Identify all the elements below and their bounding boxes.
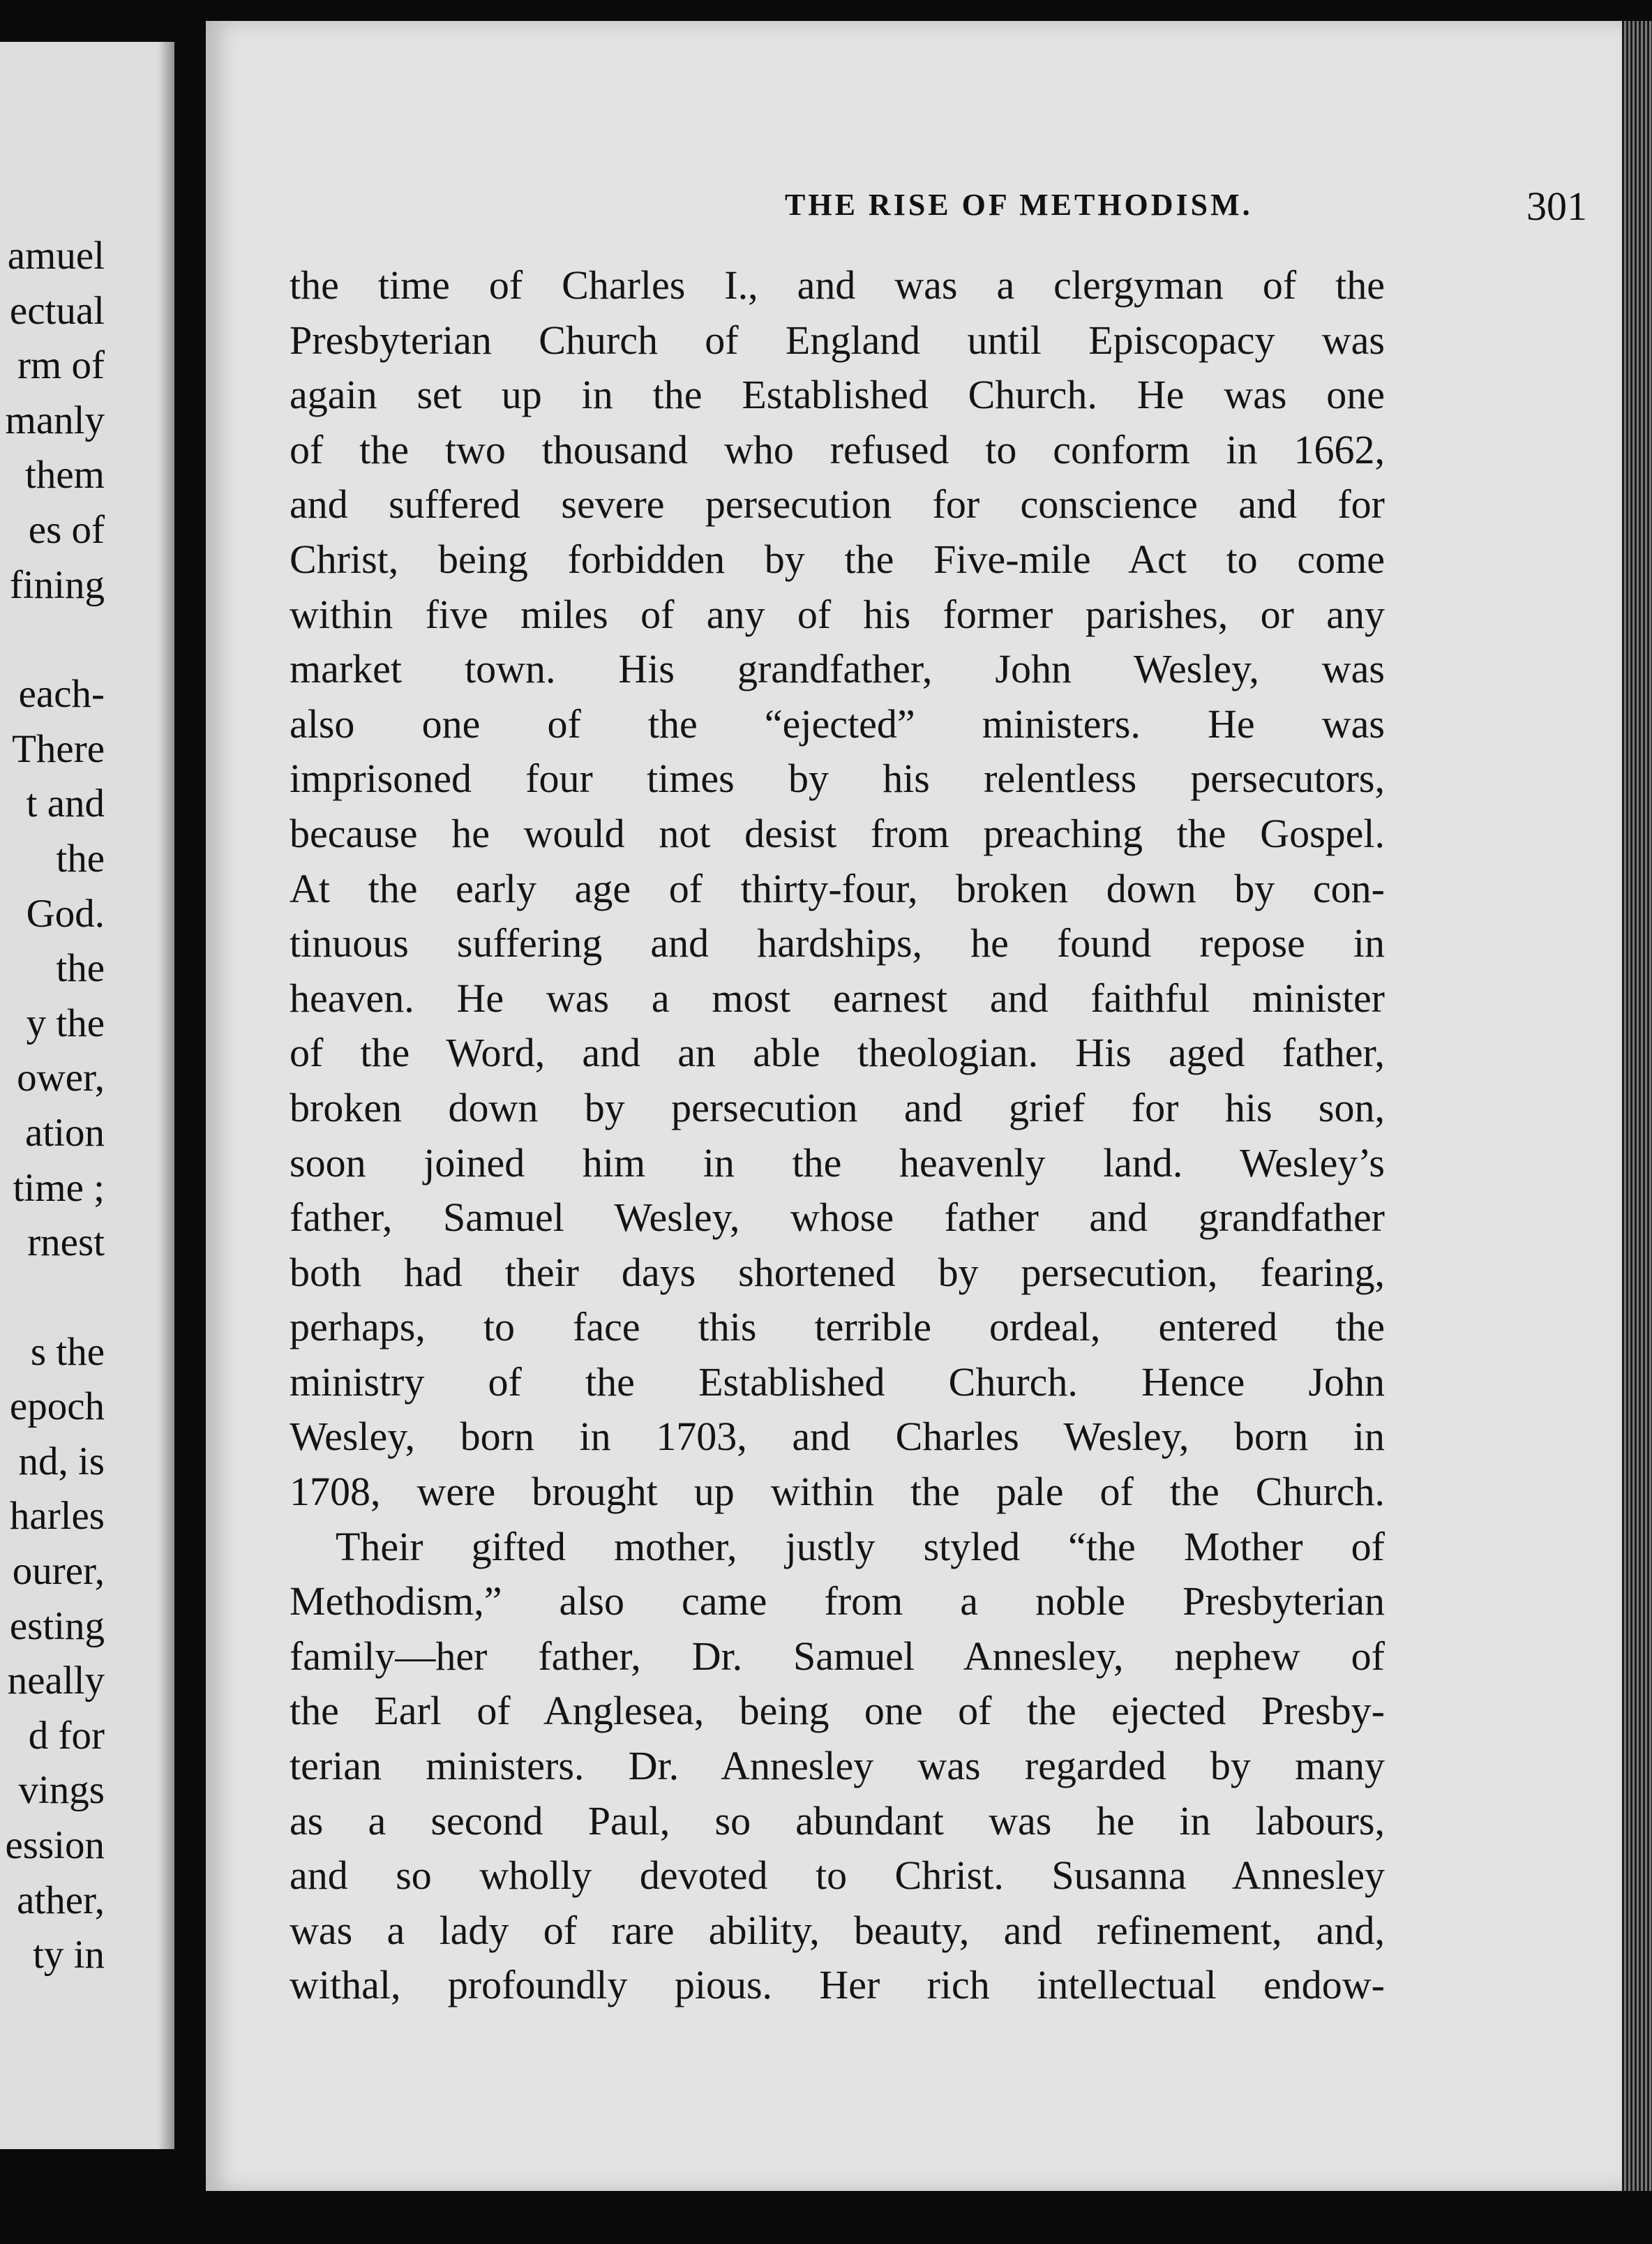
text-line: soon joined him in the heavenly land. Wesley’s [290, 1139, 1385, 1185]
text-line: broken down by persecution and grief for his son, [290, 1084, 1385, 1130]
left-page-fragment: them [25, 453, 105, 498]
text-line: 1708, were brought up within the pale of the Church. [290, 1469, 1385, 1515]
text-line: Wesley, born in 1703, and Charles Wesley, born in [290, 1414, 1385, 1460]
gutter-shadow [158, 42, 174, 2149]
left-page-fragment: God. [26, 891, 105, 936]
running-head-title: THE RISE OF METHODISM. [785, 188, 1253, 222]
left-page-fragment: ourer, [12, 1549, 105, 1594]
text-line: and suffered severe persecution for conscience and for [290, 481, 1385, 528]
text-line: within five miles of any of his former parishes, or any [290, 591, 1385, 637]
left-page-fragment: fining [9, 562, 105, 607]
page-edges [1622, 21, 1652, 2191]
text-line: the time of Charles I., and was a clergyman of the [290, 262, 1385, 308]
text-line: of the Word, and an able theologian. His aged father, [290, 1030, 1385, 1076]
text-line: because he would not desist from preaching the Gospel. [290, 810, 1385, 856]
left-page-fragment [6, 613, 105, 667]
left-page-fragment: manly [5, 398, 105, 442]
left-page-fragment: ty in [33, 1933, 105, 1977]
text-line: father, Samuel Wesley, whose father and grandfather [290, 1195, 1385, 1241]
left-page-fragment: y the [26, 1001, 105, 1045]
left-page-fragment: time ; [13, 1165, 105, 1210]
left-page-fragment: s the [30, 1329, 105, 1374]
text-line: family—her father, Dr. Samuel Annesley, nephew of [290, 1633, 1385, 1679]
text-line: market town. His grandfather, John Wesley, was [290, 646, 1385, 692]
text-line: tinuous suffering and hardships, he found repose in [290, 920, 1385, 966]
text-line: was a lady of rare ability, beauty, and refinement, and, [290, 1907, 1385, 1953]
left-page-fragment [6, 1271, 105, 1325]
left-page-text-fragments [6, 229, 105, 1983]
left-page-fragment: There [12, 726, 105, 771]
text-line: again set up in the Established Church. He was one [290, 372, 1385, 418]
text-line: perhaps, to face this terrible ordeal, entered the [290, 1304, 1385, 1350]
left-page-fragment: the [56, 946, 105, 991]
left-page-fragment: es of [28, 507, 105, 552]
left-page-fragment: harles [9, 1494, 105, 1539]
text-line: Their gifted mother, justly styled “the Mother of [336, 1523, 1385, 1569]
text-line: both had their days shortened by persecution, fearing, [290, 1249, 1385, 1295]
text-line: Presbyterian Church of England until Episcopacy was [290, 317, 1385, 363]
paragraph-2 [290, 1520, 1385, 2013]
left-page-fragment: ation [25, 1110, 105, 1155]
left-page-fragment: ower, [17, 1056, 105, 1100]
left-page-fragment: ectual [9, 288, 105, 333]
left-page-fragment: neally [7, 1659, 105, 1703]
text-line: terian ministers. Dr. Annesley was regarded by many [290, 1743, 1385, 1789]
text-line: At the early age of thirty-four, broken down by con- [290, 865, 1385, 911]
text-line: heaven. He was a most earnest and faithful minister [290, 975, 1385, 1021]
left-facing-page [0, 42, 174, 2149]
text-line: the Earl of Anglesea, being one of the ejected Presby- [290, 1688, 1385, 1734]
left-page-fragment: epoch [9, 1384, 105, 1429]
left-page-fragment: the [56, 836, 105, 881]
page-number: 301 [1526, 184, 1587, 229]
left-page-fragment: ather, [17, 1878, 105, 1922]
text-line: ministry of the Established Church. Hence John [290, 1359, 1385, 1405]
paragraph-1 [290, 258, 1385, 1520]
text-line: of the two thousand who refused to conform in 1662, [290, 426, 1385, 472]
left-page-fragment: rnest [27, 1220, 105, 1265]
left-page-fragment: ession [5, 1823, 105, 1868]
text-line: as a second Paul, so abundant was he in labours, [290, 1797, 1385, 1843]
text-line: withal, profoundly pious. Her rich intellectual endow- [290, 1962, 1385, 2008]
left-page-fragment: amuel [7, 234, 105, 278]
text-line: Christ, being forbidden by the Five-mile Act to come [290, 536, 1385, 582]
left-page-fragment: esting [9, 1603, 105, 1648]
left-page-fragment: rm of [17, 343, 105, 388]
left-page-fragment: t and [26, 781, 105, 826]
text-line: Methodism,” also came from a noble Presbyterian [290, 1578, 1385, 1624]
text-line: and so wholly devoted to Christ. Susanna Annesley [290, 1853, 1385, 1899]
book-page [206, 21, 1622, 2191]
text-line: also one of the “ejected” ministers. He was [290, 701, 1385, 747]
left-page-fragment: nd, is [18, 1439, 105, 1483]
left-page-fragment: each- [18, 672, 105, 717]
text-line: imprisoned four times by his relentless persecutors, [290, 756, 1385, 802]
running-head [583, 184, 1587, 243]
left-page-fragment: vings [18, 1768, 105, 1813]
body-text [290, 258, 1385, 2013]
left-page-fragment: d for [28, 1713, 105, 1758]
